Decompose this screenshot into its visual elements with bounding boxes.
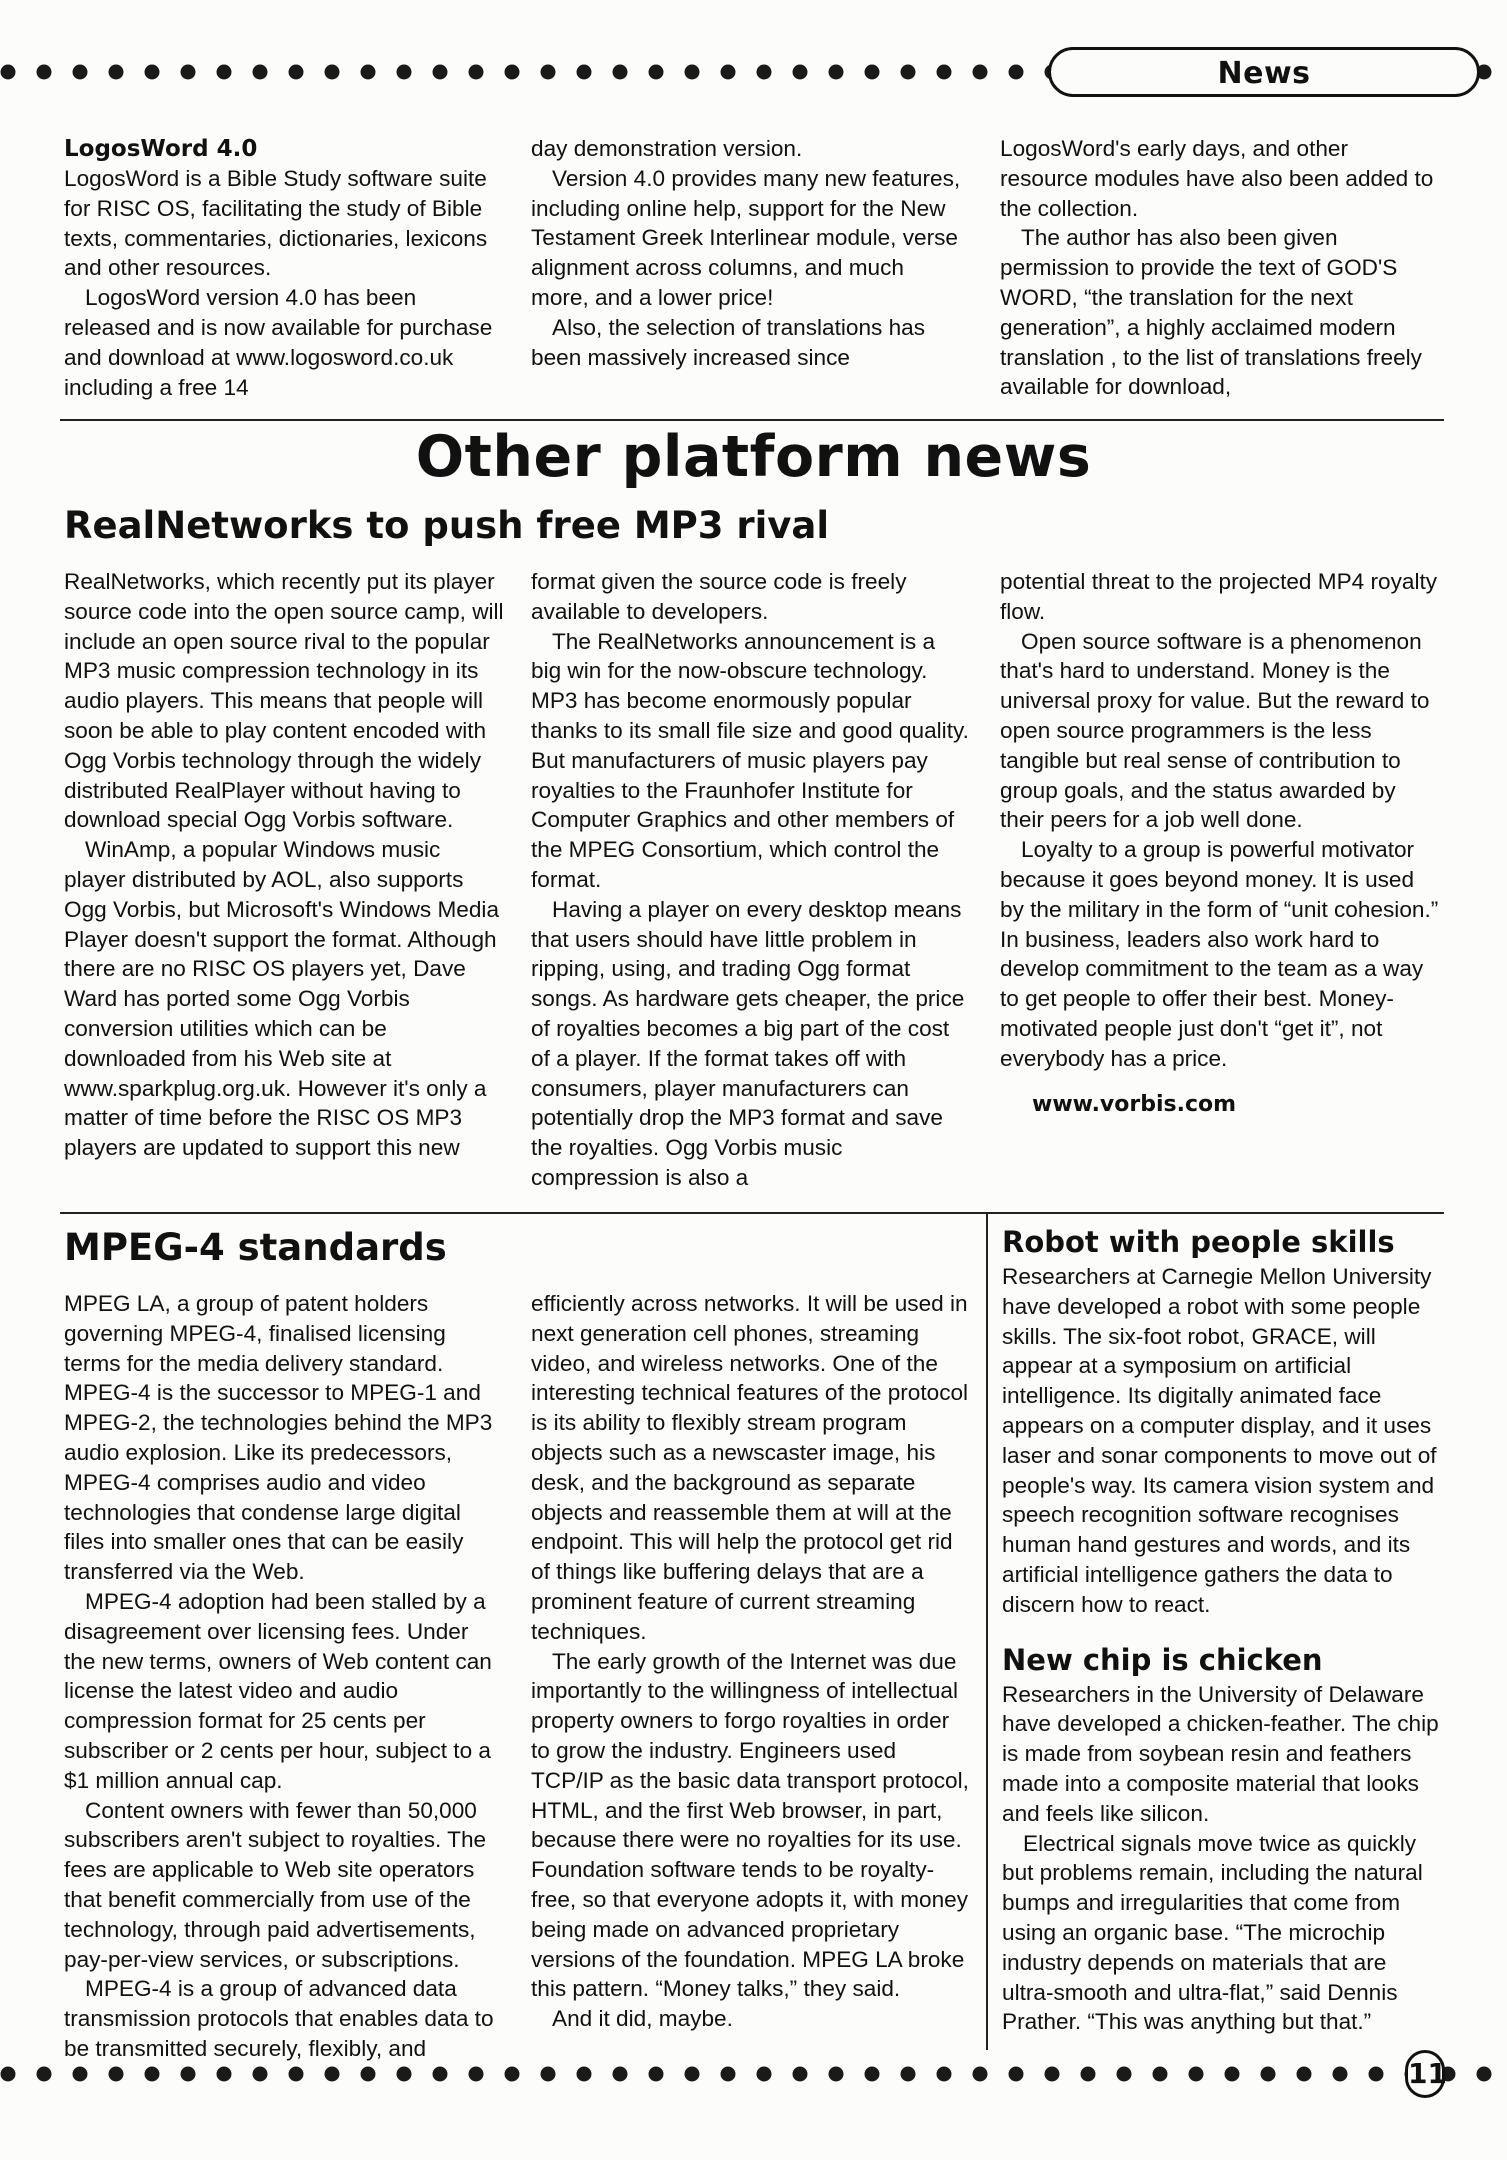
section-tab-label: News [1217, 56, 1311, 91]
rule-dot [541, 2067, 556, 2082]
paragraph: day demonstration version. [531, 136, 803, 161]
rule-dot [721, 2067, 736, 2082]
rule-dot [1477, 2067, 1492, 2082]
rule-dot [73, 2067, 88, 2082]
paragraph: WinAmp, a popular Windows music player distributed by AOL, also supports Ogg Vorbis, but Microsoft's Windows Media Player doesn't support the format. Although there are no RISC OS players yet, Dave Ward has ported some Ogg Vorbis conversion utilities which can be downloaded from his Web site at www.sparkplug.org.uk. However it's only a matter of time before the RISC OS MP3 players are updated to support this new [64, 837, 500, 1161]
paragraph: MPEG-4 adoption had been stalled by a disagreement over licensing fees. Under the new terms, owners of Web content can license the latest video and audio compression format for 25 cents per subscriber or 2 cents per hour, subject to a $1 million annual cap. [64, 1588, 492, 1793]
rule-dot [937, 2067, 952, 2082]
rule-dot [433, 2067, 448, 2082]
rule-dot [145, 2067, 160, 2082]
realnetworks-col-3 [1000, 567, 1442, 1117]
rule-dot [397, 65, 412, 80]
rule-dot [1045, 2067, 1060, 2082]
rule-dot [253, 2067, 268, 2082]
paragraph: And it did, maybe. [552, 2006, 733, 2032]
rule-dot [649, 2067, 664, 2082]
section-title: Other platform news [415, 424, 1092, 490]
rule-dot [937, 65, 952, 80]
rule-dot [505, 65, 520, 80]
rule-dot [1081, 2067, 1096, 2082]
realnetworks-col-1 [64, 567, 504, 1163]
paragraph: Electrical signals move twice as quickly but problems remain, including the natural bumps and irregularities that come from using an organic base. “The microchip industry depends on materials that are ultra-smooth and ultra-flat,” said Dennis Prather. “This was anything but that.” [1002, 1830, 1423, 2035]
rule-dot [577, 2067, 592, 2082]
rule-dot [181, 2067, 196, 2082]
paragraph: Researchers in the University of Delaware have developed a chicken-feather. The chip is made from soybean resin and feathers made into a composite material that looks and feels like silicon. [1002, 1681, 1439, 1826]
rule-dot [361, 65, 376, 80]
rule-dot [217, 65, 232, 80]
rule-dot [613, 2067, 628, 2082]
rule-dot [541, 65, 556, 80]
paragraph: efficiently across networks. It will be used in next generation cell phones, streaming video, and wireless networks. One of the interesting technical features of the protocol is its ability to flexibly stream program objects such as a newscaster image, his desk, and the background as separate objects and reassemble them at will at the endpoint. This will help the protocol get rid of things like buffering delays that are a prominent feature of current streaming techniques. [531, 1291, 969, 1644]
section-tab [1048, 47, 1480, 97]
rule-dot [253, 65, 268, 80]
paragraph: LogosWord is a Bible Study software suite for RISC OS, facilitating the study of Bible texts, commentaries, dictionaries, lexicons and other resources. [64, 166, 488, 281]
rule-dot [397, 2067, 412, 2082]
sidebar-news-column [1002, 1224, 1444, 2037]
paragraph: LogosWord's early days, and other resource modules have also been added to the collection. [1000, 136, 1434, 221]
rule-dot [505, 2067, 520, 2082]
dot-rule-graphic [0, 2062, 1507, 2086]
rule-dot [73, 65, 88, 80]
paragraph: Loyalty to a group is powerful motivator because it goes beyond money. It is used by the military in the form of “unit cohesion.” In business, leaders also work hard to develop commitment to the team as a way to get people to offer their best. Money-motivated people just don't “get it”, not everybody has a price. [1000, 837, 1439, 1071]
rule-dot [901, 65, 916, 80]
logosword-title: LogosWord 4.0 [64, 136, 258, 162]
robot-headline: Robot with people skills [1002, 1225, 1395, 1259]
divider [60, 1212, 1444, 1214]
rule-dot [469, 2067, 484, 2082]
paragraph: Also, the selection of translations has been massively increased since [531, 314, 926, 370]
rule-dot [37, 65, 52, 80]
paragraph: Content owners with fewer than 50,000 subscribers aren't subject to royalties. The fees are applicable to Web site operators that benefit commercially from use of the technology, through paid advertisements, pay-per-view services, or subscriptions. [64, 1797, 487, 1972]
rule-dot [1, 65, 16, 80]
logosword-col-2 [531, 134, 967, 372]
rule-dot [973, 2067, 988, 2082]
paragraph: Open source software is a phenomenon that's hard to understand. Money is the universal proxy for value. But the reward to open source programmers is the less tangible but real sense of contribution to group goals, and the status awarded by their peers for a job well done. [1000, 628, 1430, 833]
rule-dot [433, 65, 448, 80]
paragraph: format given the source code is freely available to developers. [531, 569, 907, 624]
rule-dot [649, 65, 664, 80]
rule-dot [289, 2067, 304, 2082]
rule-dot [793, 2067, 808, 2082]
rule-dot [793, 65, 808, 80]
rule-dot [1369, 2067, 1384, 2082]
logosword-col-1 [64, 134, 500, 402]
rule-dot [865, 2067, 880, 2082]
rule-dot [1117, 2067, 1132, 2082]
logosword-col-3 [1000, 134, 1440, 402]
rule-dot [829, 2067, 844, 2082]
paragraph: The author has also been given permission to provide the text of GOD'S WORD, “the translation for the next generation”, a highly acclaimed modern translation , to the list of translations freely available for download, [1000, 225, 1422, 400]
rule-dot [613, 65, 628, 80]
rule-dot [721, 65, 736, 80]
rule-dot [361, 2067, 376, 2082]
rule-dot [757, 2067, 772, 2082]
paragraph: Researchers at Carnegie Mellon University have developed a robot with some people skills. The six-foot robot, GRACE, will appear at a symposium on artificial intelligence. Its digitally animated face appears on a computer display, and it uses laser and sonar components to move out of people's way. Its camera vision system and speech recognition software recognises human hand gestures and words, and its artificial intelligence gathers the data to discern how to react. [1002, 1264, 1437, 1617]
rule-dot [685, 65, 700, 80]
rule-dot [577, 65, 592, 80]
rule-dot [685, 2067, 700, 2082]
chip-headline: New chip is chicken [1002, 1642, 1323, 1677]
mpeg4-col-1 [64, 1289, 504, 2064]
rule-dot [289, 65, 304, 80]
realnetworks-headline: RealNetworks to push free MP3 rival [64, 504, 830, 547]
rule-dot [829, 65, 844, 80]
rule-dot [217, 2067, 232, 2082]
column-divider [986, 1212, 988, 2050]
rule-dot [1225, 2067, 1240, 2082]
rule-dot [109, 2067, 124, 2082]
page-number: 11 [1405, 2050, 1445, 2098]
rule-dot [1297, 2067, 1312, 2082]
mpeg4-col-2 [531, 1289, 971, 2034]
vorbis-link[interactable]: www.vorbis.com [1032, 1091, 1237, 1117]
paragraph: Having a player on every desktop means that users should have little problem in ripping, using, and trading Ogg format songs. As hardware gets cheaper, the price of royalties becomes a big part of the cost of a player. If the format takes off with consumers, player manufacturers can potentially drop the MP3 format and save the royalties. Ogg Vorbis music compression is also a [531, 896, 965, 1190]
paragraph: MPEG LA, a group of patent holders governing MPEG-4, finalised licensing terms for the media delivery standard. MPEG-4 is the successor to MPEG-1 and MPEG-2, the technologies behind the MP3 audio explosion. Like its predecessors, MPEG-4 comprises audio and video technologies that condense large digital files into smaller ones that can be easily transferred via the Web. [64, 1291, 493, 1585]
paragraph: MPEG-4 is a group of advanced data transmission protocols that enables data to be transmitted securely, flexibly, and [64, 1976, 494, 2061]
rule-dot [1189, 2067, 1204, 2082]
divider [60, 419, 1444, 421]
rule-dot [973, 65, 988, 80]
rule-dot [325, 65, 340, 80]
bottom-dot-rule [0, 2062, 1507, 2086]
rule-dot [1261, 2067, 1276, 2082]
rule-dot [181, 65, 196, 80]
rule-dot [37, 2067, 52, 2082]
rule-dot [145, 65, 160, 80]
rule-dot [1009, 2067, 1024, 2082]
rule-dot [901, 2067, 916, 2082]
rule-dot [1153, 2067, 1168, 2082]
paragraph: RealNetworks, which recently put its player source code into the open source camp, will include an open source rival to the popular MP3 music compression technology in its audio players. This means that people will soon be able to play content encoded with Ogg Vorbis technology through the widely distributed RealPlayer without having to download special Ogg Vorbis software. [64, 569, 504, 833]
mpeg4-headline: MPEG-4 standards [64, 1226, 447, 1269]
paragraph: Version 4.0 provides many new features, including online help, support for the New Testament Greek Interlinear module, verse alignment across columns, and much more, and a lower price! [531, 165, 961, 310]
realnetworks-col-2 [531, 567, 971, 1193]
rule-dot [1009, 65, 1024, 80]
rule-dot [1, 2067, 16, 2082]
rule-dot [865, 65, 880, 80]
rule-dot [469, 65, 484, 80]
paragraph: potential threat to the projected MP4 royalty flow. [1000, 569, 1438, 624]
rule-dot [757, 65, 772, 80]
paragraph: The RealNetworks announcement is a big win for the now-obscure technology. MP3 has become enormously popular thanks to its small file size and good quality. But manufacturers of music players pay royalties to the Fraunhofer Institute for Computer Graphics and other members of the MPEG Consortium, which control the format. [531, 628, 969, 892]
paragraph: LogosWord version 4.0 has been released and is now available for purchase and download at www.logosword.co.uk including a free 14 [64, 285, 493, 400]
rule-dot [325, 2067, 340, 2082]
paragraph: The early growth of the Internet was due importantly to the willingness of intellectual property owners to forgo royalties in order to grow the industry. Engineers used TCP/IP as the basic data transport protocol, HTML, and the first Web browser, in part, because there were no royalties for its use. Foundation software tends to be royalty-free, so that everyone adopts it, with money being made on advanced proprietary versions of the foundation. MPEG LA broke this pattern. “Money talks,” they said. [531, 1648, 969, 2002]
rule-dot [1333, 2067, 1348, 2082]
rule-dot [109, 65, 124, 80]
